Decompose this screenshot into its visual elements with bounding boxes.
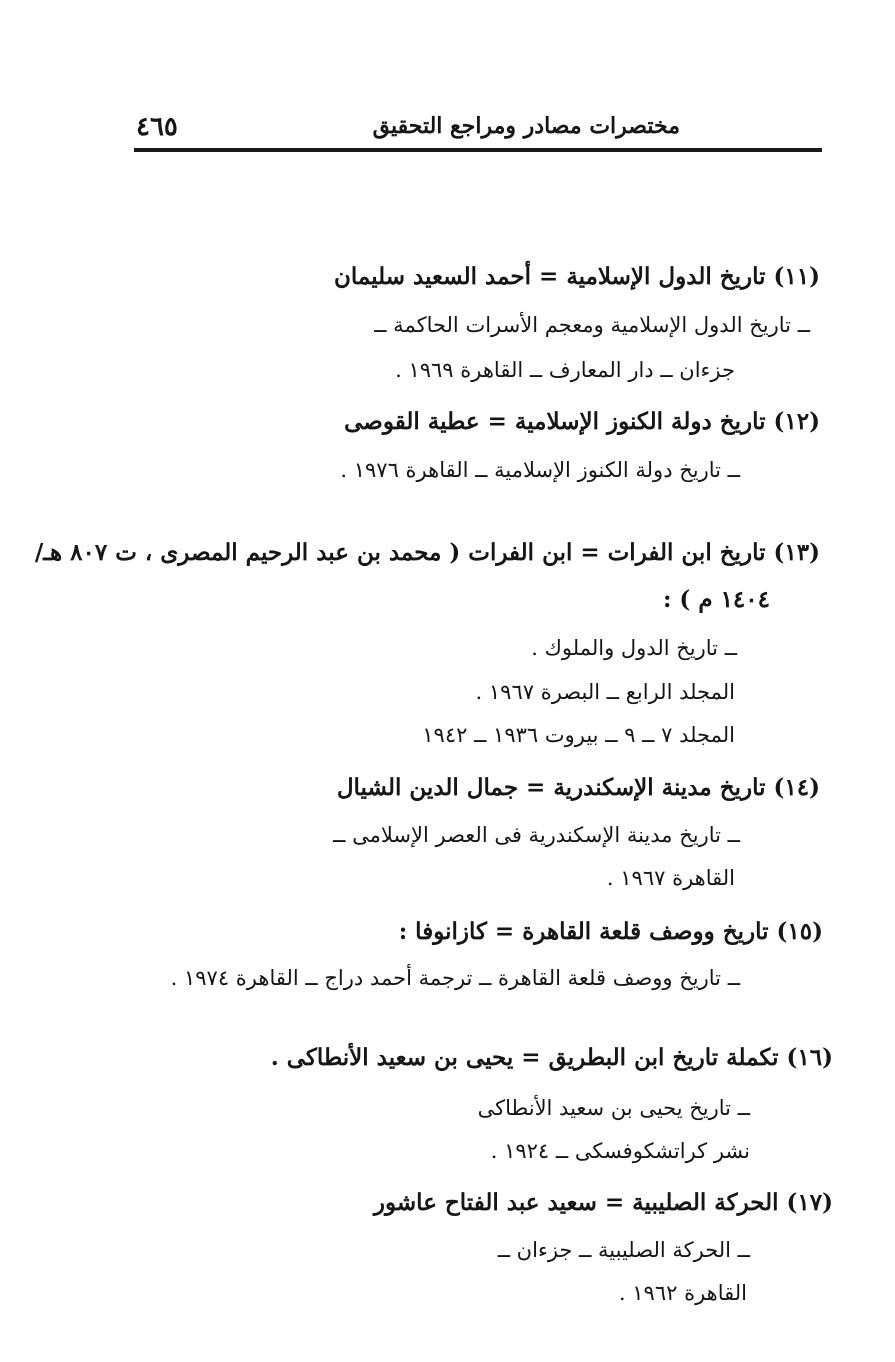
entry-12-heading: (١٢) تاريخ دولة الكنوز الإسلامية = عطية القوصى (344, 408, 820, 435)
entry-11-heading: (١١) تاريخ الدول الإسلامية = أحمد السعيد سليمان (334, 263, 820, 290)
entry-17-heading: (١٧) الحركة الصليبية = سعيد عبد الفتاح عاشور (373, 1189, 833, 1216)
entry-17-line-1: ــ الحركة الصليبية ــ جزءان ــ (497, 1238, 750, 1262)
page-number: ٤٦٥ (136, 112, 178, 142)
entry-16-line-1: ــ تاريخ يحيى بن سعيد الأنطاكى (477, 1096, 750, 1120)
entry-14-heading: (١٤) تاريخ مدينة الإسكندرية = جمال الدين الشيال (336, 774, 820, 801)
entry-13-heading: (١٣) تاريخ ابن الفرات = ابن الفرات ( محمد بن عبد الرحيم المصرى ، ت ٨٠٧ هـ/ (34, 539, 820, 566)
entry-14-line-1: ــ تاريخ مدينة الإسكندرية فى العصر الإسلامى ــ (333, 823, 740, 847)
entry-16-heading: (١٦) تكملة تاريخ ابن البطريق = يحيى بن سعيد الأنطاكى . (270, 1044, 833, 1071)
entry-13-line-2: المجلد الرابع ــ البصرة ١٩٦٧ . (475, 680, 735, 704)
entry-16-line-2: نشر كراتشكوفسكى ــ ١٩٢٤ . (490, 1139, 750, 1163)
header-rule (134, 148, 822, 152)
entry-14-line-2: القاهرة ١٩٦٧ . (606, 866, 735, 890)
entry-15-heading: (١٥) تاريخ ووصف قلعة القاهرة = كازانوفا : (398, 918, 823, 945)
entry-11-line-2: جزءان ــ دار المعارف ــ القاهرة ١٩٦٩ . (395, 358, 735, 382)
entry-11-line-1: ــ تاريخ الدول الإسلامية ومعجم الأسرات الحاكمة ــ (374, 313, 810, 337)
entry-17-line-2: القاهرة ١٩٦٢ . (618, 1281, 747, 1305)
entry-13-heading-cont: ١٤٠٤ م ) : (662, 586, 770, 613)
entry-12-line-1: ــ تاريخ دولة الكنوز الإسلامية ــ القاهرة ١٩٧٦ . (340, 458, 740, 482)
entry-13-line-1: ــ تاريخ الدول والملوك . (531, 636, 737, 660)
running-head: مختصرات مصادر ومراجع التحقيق (372, 113, 680, 139)
entry-15-line-1: ــ تاريخ ووصف قلعة القاهرة ــ ترجمة أحمد دراج ــ القاهرة ١٩٧٤ . (170, 966, 740, 990)
entry-13-line-3: المجلد ٧ ــ ٩ ــ بيروت ١٩٣٦ ــ ١٩٤٢ (422, 723, 735, 747)
